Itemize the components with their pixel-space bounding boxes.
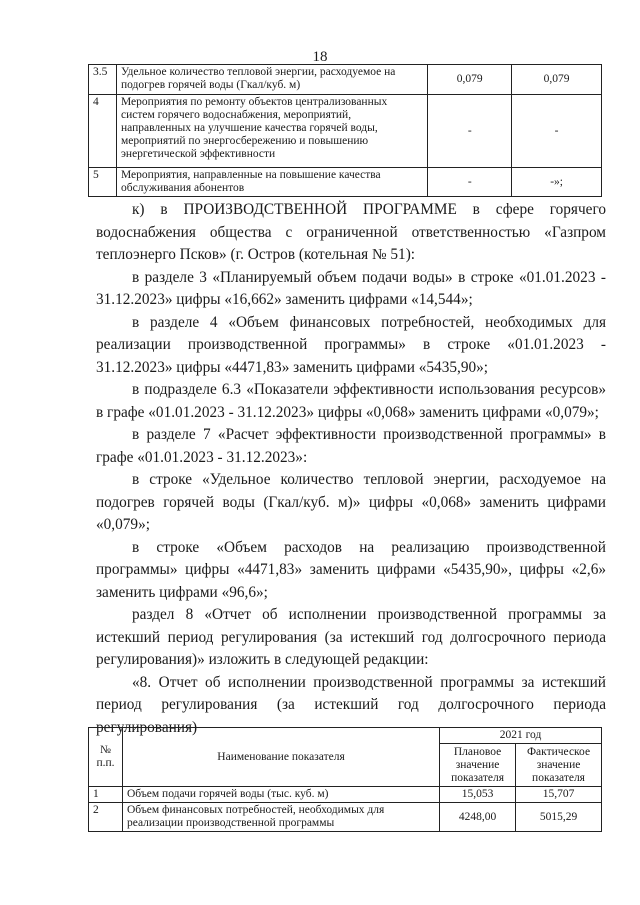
- table-header-row: [89, 728, 602, 744]
- report-table: [88, 727, 602, 832]
- row-fact: 5015,29: [516, 803, 602, 832]
- row-number: 5: [89, 168, 117, 197]
- header-year: 2021 год: [440, 728, 602, 744]
- row-name: Мероприятия, направленные на повышение качества обслуживания абонентов: [116, 168, 427, 197]
- row-name: Объем подачи горячей воды (тыс. куб. м): [122, 787, 439, 803]
- paragraph: в разделе 7 «Расчет эффективности производственной программы» в графе «01.01.2023 - 31.12.2023»:: [96, 426, 606, 466]
- row-number: 3.5: [89, 65, 117, 95]
- row-fact: 15,707: [516, 787, 602, 803]
- table-row: [89, 65, 602, 95]
- table-row: [89, 803, 602, 832]
- page-number: 18: [312, 49, 328, 65]
- row-name: Объем финансовых потребностей, необходимых для реализации производственной программы: [122, 803, 439, 832]
- indicators-table: [88, 64, 602, 197]
- row-value-1: -: [428, 95, 512, 168]
- paragraph: в разделе 4 «Объем финансовых потребностей, необходимых для реализации производственной программы» в строке «01.01.2023 - 31.12.2023» цифры «4471,83» заменить цифрами «5435,90»;: [96, 313, 606, 376]
- row-value-2: -»;: [512, 168, 602, 197]
- header-number: № п.п.: [89, 728, 123, 787]
- row-value-1: 0,079: [428, 65, 512, 95]
- table-row: [89, 168, 602, 197]
- paragraph: в разделе 3 «Планируемый объем подачи воды» в строке «01.01.2023 - 31.12.2023» цифры «16,662» заменить цифрами «14,544»;: [96, 268, 606, 308]
- paragraph: в строке «Удельное количество тепловой энергии, расходуемое на подогрев горячей воды (Гкал/куб. м)» цифры «0,068» заменить цифрами «0,079»;: [96, 471, 606, 533]
- paragraph: к) в ПРОИЗВОДСТВЕННОЙ ПРОГРАММЕ в сфере горячего водоснабжения общества с ограниченной ответственностью «Газпром теплоэнерго Псков» (г. Остров (котельная № 51):: [96, 201, 606, 263]
- paragraph: раздел 8 «Отчет об исполнении производственной программы за истекший период регулирования (за истекший год долгосрочного периода регулирования)» изложить в следующей редакции:: [96, 606, 606, 668]
- row-value-1: -: [428, 168, 512, 197]
- row-number: 1: [89, 787, 123, 803]
- header-fact: Фактическое значение показателя: [516, 744, 602, 787]
- header-name: Наименование показателя: [122, 728, 439, 787]
- paragraph: в строке «Объем расходов на реализацию производственной программы» цифры «4471,83» заменить цифрами «5435,90», цифры «2,6» заменить цифрами «96,6»;: [96, 538, 606, 601]
- row-name: Мероприятия по ремонту объектов централизованных систем горячего водоснабжения, мероприятий, направленных на улучшение качества горячей воды, мероприятий по энергосбережению и повышению энергетической эффективности: [116, 95, 427, 168]
- table-row: [89, 95, 602, 168]
- row-value-2: -: [512, 95, 602, 168]
- row-plan: 4248,00: [440, 803, 516, 832]
- document-body: [96, 199, 606, 739]
- header-plan: Плановое значение показателя: [440, 744, 516, 787]
- table-row: [89, 787, 602, 803]
- row-name: Удельное количество тепловой энергии, расходуемое на подогрев горячей воды (Гкал/куб. м): [116, 65, 427, 95]
- row-number: 4: [89, 95, 117, 168]
- paragraph: «8. Отчет об исполнении производственной программы за истекший период регулирования (за истекший год долгосрочного периода регулирования): [96, 673, 606, 736]
- row-plan: 15,053: [440, 787, 516, 803]
- row-number: 2: [89, 803, 123, 832]
- row-value-2: 0,079: [512, 65, 602, 95]
- paragraph: в подразделе 6.3 «Показатели эффективности использования ресурсов» в графе «01.01.2023 - 31.12.2023» цифры «0,068» заменить цифрами «0,079»;: [96, 381, 606, 421]
